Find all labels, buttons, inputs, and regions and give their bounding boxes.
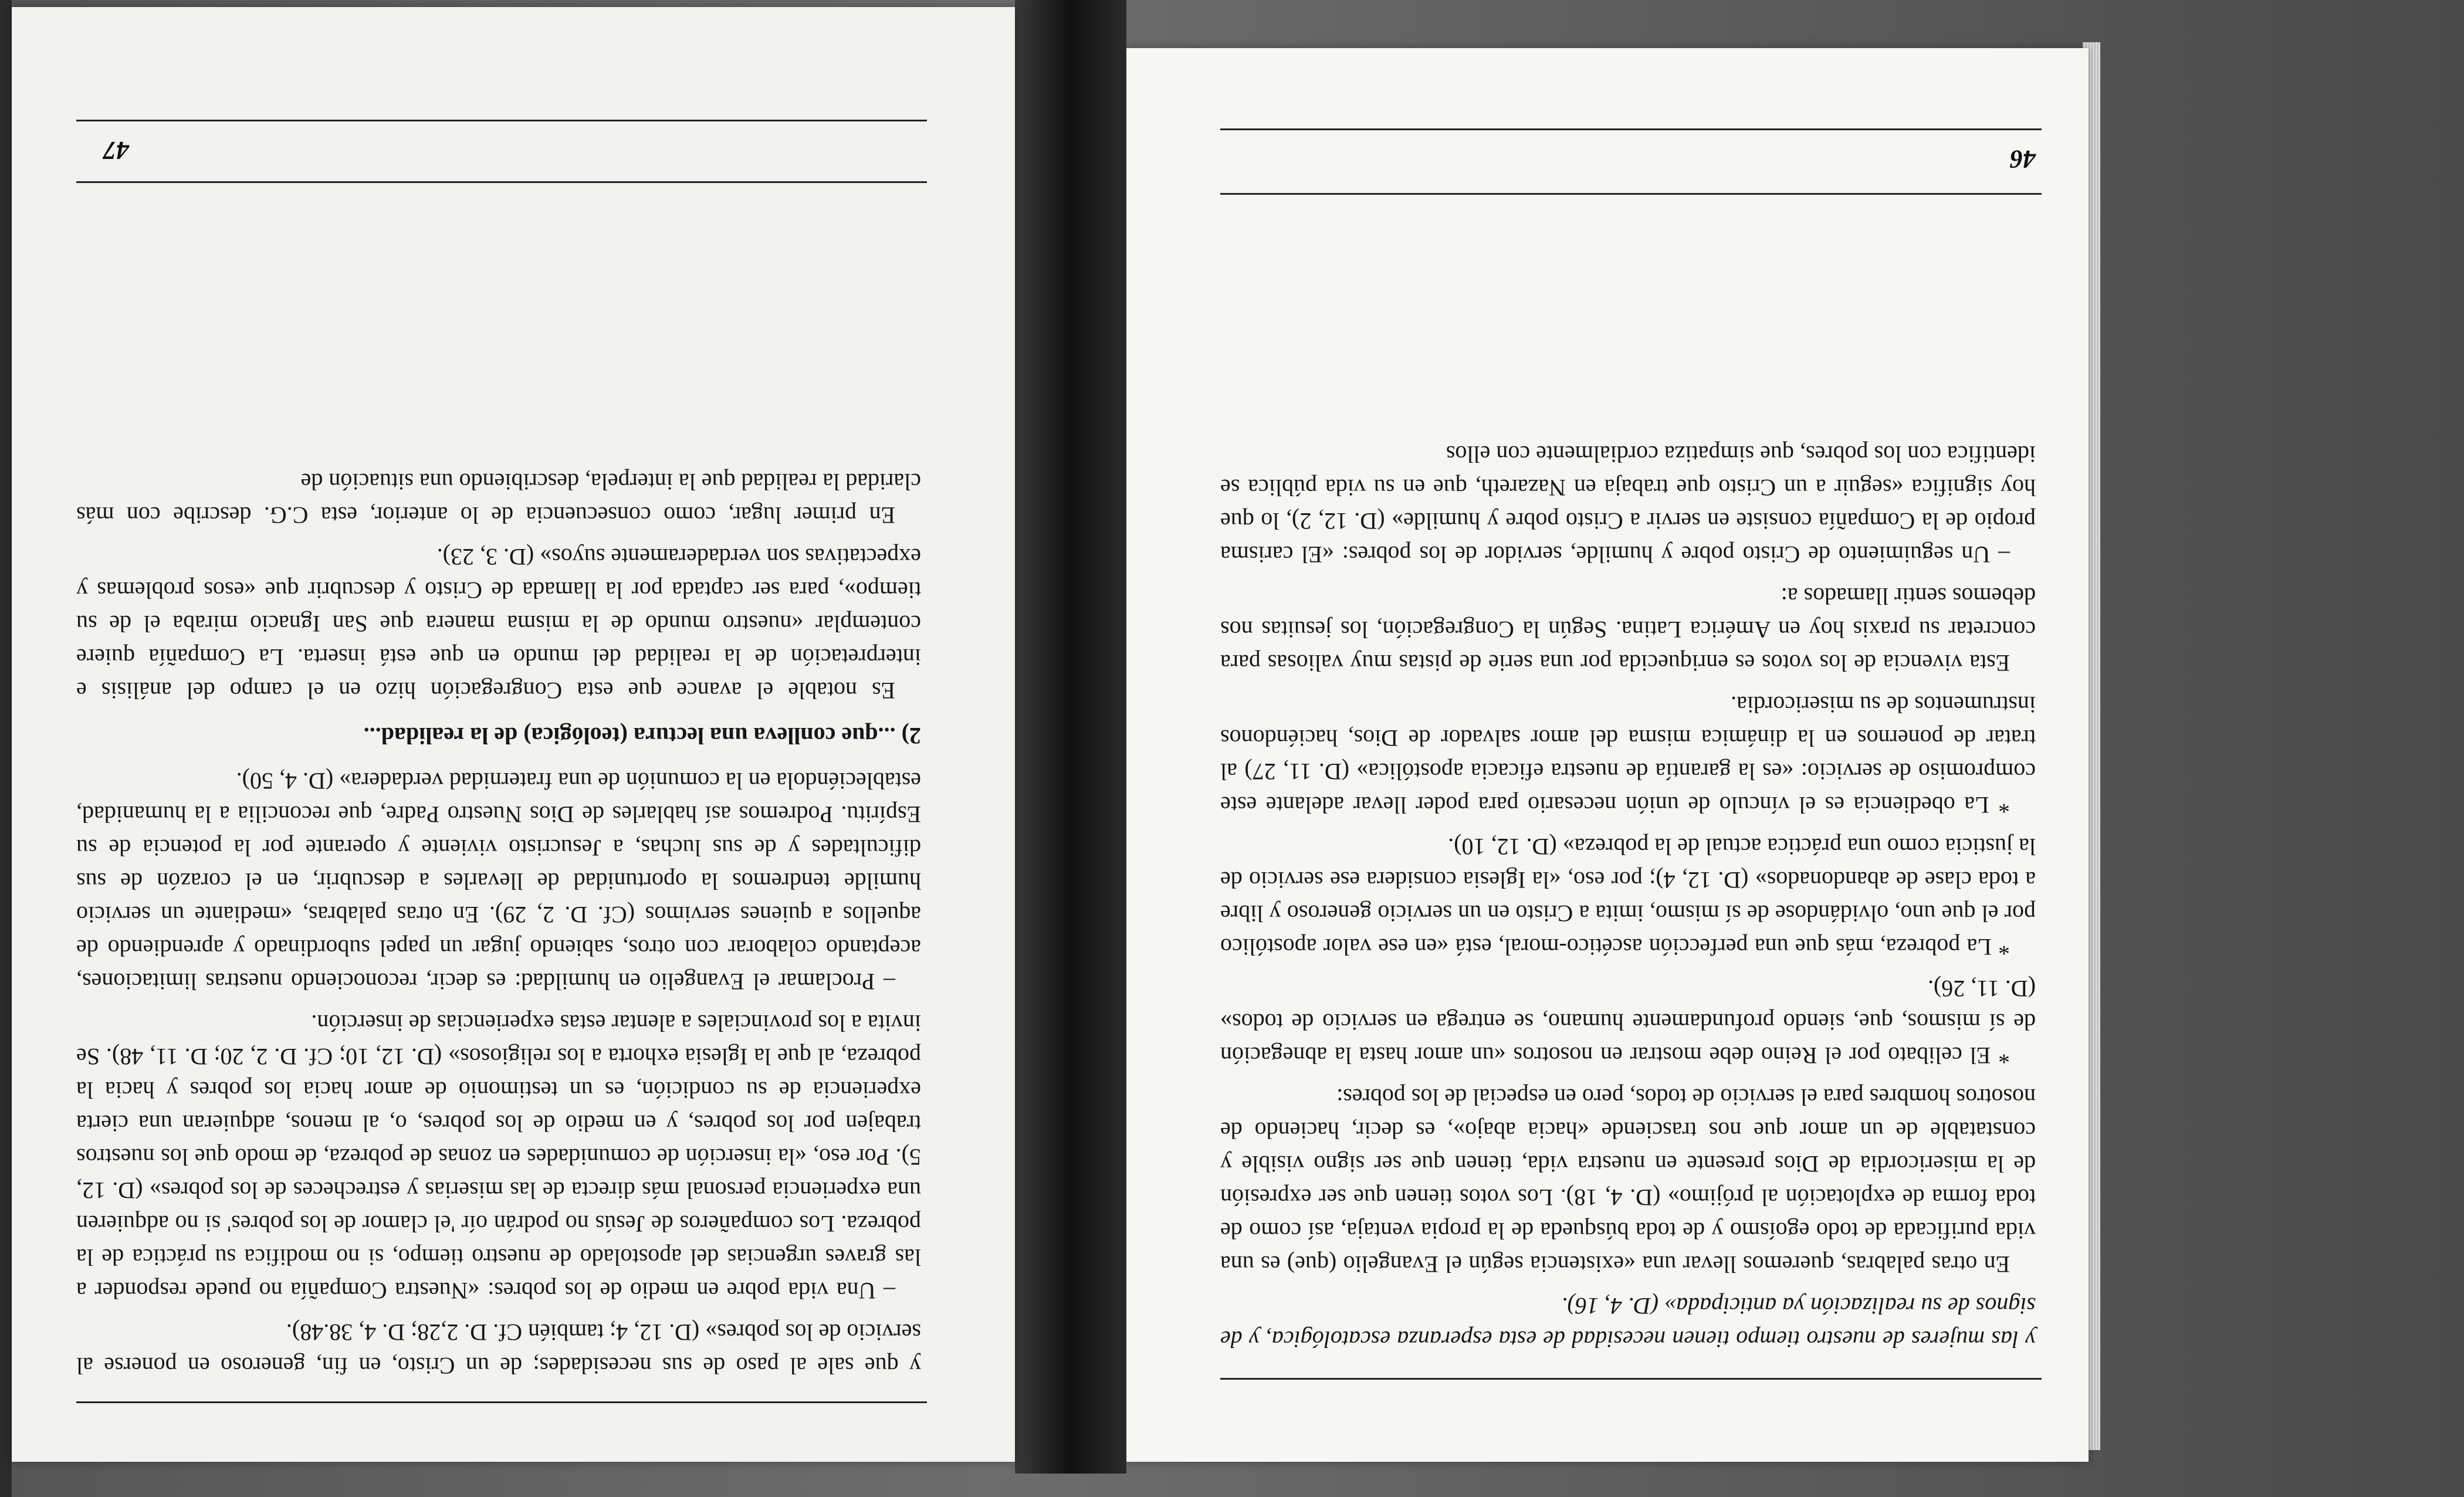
- book-gutter: [1015, 0, 1126, 1474]
- paragraph: – Proclamar el Evangelio en humildad: es decir, reconociendo nuestras limitaciones, aceptando colaborar con otros, sabiendo jugar un papel subordinado y aprendiendo de aquellos a quienes servimos (Cf. D. 2, 29). En otras palabras, «mediante un servicio humilde tendremos la oportunidad de llevarles a descubrir, en el corazón de sus dificultades y de sus luchas, a Jesucristo viviente y operante por la potencia de su Espíritu. Podremos así hablarles de Dios Nuestro Padre, que reconcilia a la humanidad, estableciéndola en la comunión de una fraternidad verdadera» (D. 4, 50).: [76, 768, 921, 995]
- page-47: [12, 7, 1015, 1462]
- paragraph: Esta vivencia de los votos es enriquecida por una serie de pistas muy valiosas para concretar su praxis hoy en América Latina. Según la Congregación, los jesuitas nos debemos sentir llamados a:: [1220, 583, 2036, 676]
- paragraph: y las mujeres de nuestro tiempo tienen necesidad de esta esperanza escatológica, y de signos de su realización ya anticipada» (D. 4, 16).: [1220, 1293, 2036, 1353]
- page-46: [1126, 48, 2089, 1462]
- paragraph: – Una vida pobre en medio de los pobres: «Nuestra Compañía no puede responder a las graves urgencias del apostolado de nuestro tiempo, si no modifica su práctica de la pobreza. Los compañeros de Jesús no podrán oír 'el clamor de los pobres' si no adquieren una experiencia personal más directa de las miserias y estrecheces de los pobres» (D. 12, 5). Por eso, «la inserción de comunidades en zonas de pobreza, de modo que los nuestros trabajen por los pobres, y en medio de los pobres, o, al menos, adquieran una cierta experiencia de su condición, es un testimonio de amor hacia los pobres y hacia la pobreza, al que la Iglesia exhorta a los religiosos» (D. 12, 10; Cf. D. 2, 20; D. 11, 48). Se invita a los provinciales a alentar estas experiencias de inserción.: [76, 1010, 921, 1304]
- page-46-body: [1220, 429, 2036, 1356]
- bottom-rule-lower: [76, 120, 927, 121]
- page-number: 46: [2010, 145, 2036, 174]
- paragraph: Es notable el avance que esta Congregación hizo en el campo del análisis e interpretación de la realidad del mundo en que está inserta. La Compañía quiere contemplar «nuestro mundo de la misma manera que San Ignacio miraba el de su tiempo», para ser captada por la llamada de Cristo y descubrir que «esos problemas y expectativas son verdaderamente suyos» (D. 3, 23).: [76, 544, 921, 704]
- paragraph: y que sale al paso de sus necesidades; de un Cristo, en fin, generoso en ponerse al servicio de los pobres» (D. 12, 4; también Cf. D. 2,28; D. 4, 38.48).: [76, 1319, 921, 1379]
- page-47-body: [76, 457, 921, 1383]
- top-rule: [1220, 1378, 2042, 1380]
- paragraph: * El celibato por el Reino debe mostrar en nosotros «un amor hasta la abnegación de sí mismos, que, siendo profundamente humano, se entrega en servicio de todos» (D. 11, 26).: [1220, 976, 2036, 1069]
- paragraph: En primer lugar, como consecuencia de lo anterior, esta C.G. describe con más claridad la realidad que la interpela, describiendo una situación de: [76, 469, 921, 529]
- paragraph: En otras palabras, queremos llevar una «existencia según el Evangelio (que) es una vida purificada de todo egoísmo y de toda búsqueda de la propia ventaja, así como de toda forma de explotación al prójimo» (D. 4, 18). Los votos tienen que ser expresión de la misericordia de Dios presente en nuestra vida, tienen que ser signo visible y constatable de un amor que nos trasciende «hacia abajo», es decir, haciendo de nosotros hombres para el servicio de todos, pero en especial de los pobres:: [1220, 1084, 2036, 1278]
- page-number: 47: [103, 136, 129, 165]
- paragraph: * La pobreza, más que una perfección ascético-moral, está «en ese valor apostólico por el que uno, olvidándose de sí mismo, imita a Cristo en un servicio generoso y libre a toda clase de abandonados» (D. 12, 4); por eso, «la Iglesia considera ese servicio de la justicia como una práctica actual de la pobreza» (D. 12, 10).: [1220, 834, 2036, 960]
- paragraph: – Un seguimiento de Cristo pobre y humilde, servidor de los pobres: «El carisma propio de la Compañía consiste en servir a Cristo pobre y humilde» (D. 12, 2), lo que hoy significa «seguir a un Cristo que trabaja en Nazareth, que en su vida pública se identifica con los pobres, que simpatiza cordialmente con ellos: [1220, 441, 2036, 568]
- top-rule: [76, 1401, 927, 1403]
- section-heading: 2) ...que conlleva una lectura (teológica) de la realidad...: [363, 723, 921, 749]
- bottom-rule-upper: [76, 181, 927, 183]
- paragraph: * La obediencia es el vínculo de unión necesario para poder llevar adelante este compromiso de servicio: «es la garantía de nuestra eficacia apostólica» (D. 11, 27) al tratar de ponernos en la dinámica misma del amor salvador de Dios, haciéndonos instrumentos de su misericordia.: [1220, 692, 2036, 818]
- bottom-rule-upper: [1220, 193, 2042, 195]
- bottom-rule-lower: [1220, 128, 2042, 130]
